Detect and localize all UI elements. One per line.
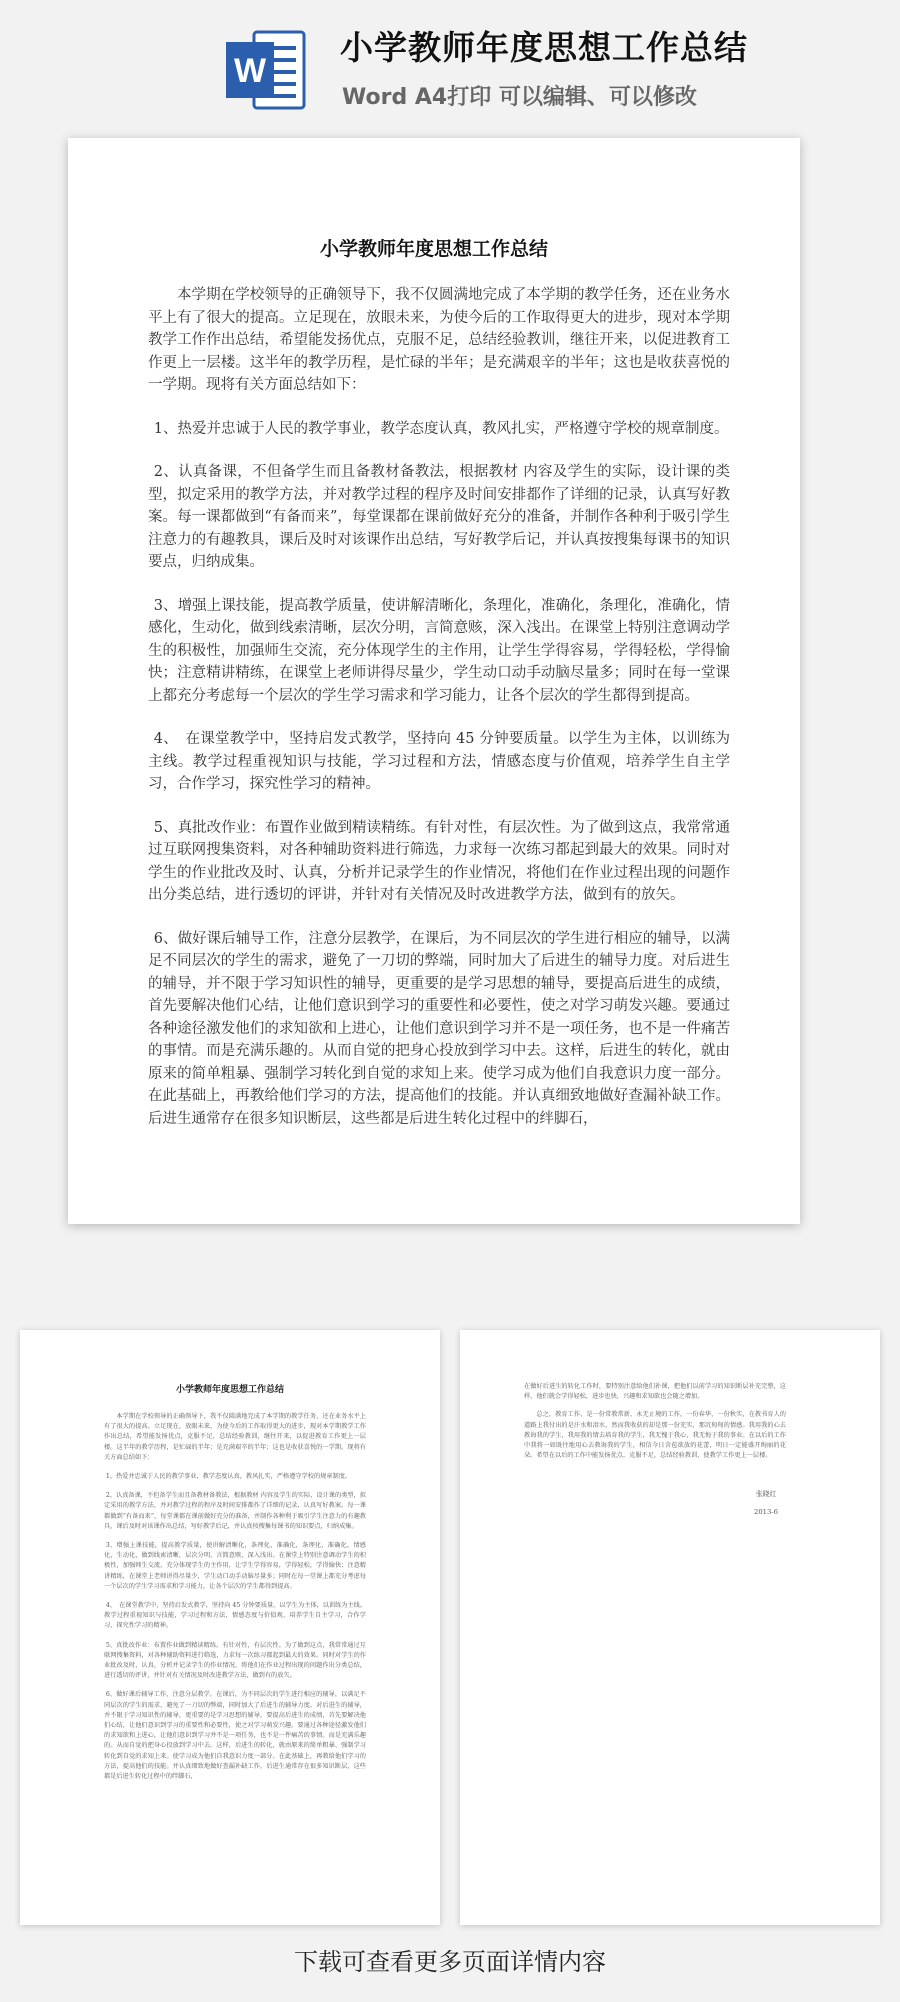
thumb-paragraph: 本学期在学校领导的正确领导下，我不仅圆满地完成了本学期的教学任务，还在业务水平上有了很大的提高。立足现在，放眼未来，为使今后的工作取得更大的进步，现对本学期教学工作作出总结，希望能发扬优点，克服不足，总结经验教训，继往开来，以促进教育工作更上一层楼。这半年的教学历程，是忙碌的半年；是充满艰辛的半年；这也是收获喜悦的一学期。现将有关方面总结如下： — [104, 1413, 366, 1461]
thumb-paragraph: 3、增强上课技能，提高教学质量，使讲解清晰化，条理化，准确化，条理化，准确化，情感化，生动化，做到线索清晰，层次分明，言简意赅，深入浅出。在课堂上特别注意调动学生的积极性，加强师生交流，充分体现学生的主作用，让学生学得容易，学得轻松，学得愉快；注意精讲精练，在课堂上老师讲得尽量少，学生动口动手动脑尽量多；同时在每一堂课上都充分考虑每一个层次的学生学习需求和学习能力，让各个层次的学生都得到提高。 — [104, 1542, 366, 1590]
document-title: 小学教师年度思想工作总结 — [319, 238, 548, 260]
thumb-paragraph: 5、真批改作业：布置作业做到精读精练。有针对性，有层次性。为了做到这点，我常常通过互联网搜集资料，对各种辅助资料进行筛选，力求每一次练习都起到最大的效果。同时对学生的作业批改及时、认真，分析并记录学生的作业情况，将他们在作业过程出现的问题作出分类总结，进行透切的评讲，并针对有关情况及时改进教学方法，做到有的放矢。 — [104, 1641, 366, 1680]
document-page-preview — [68, 138, 800, 1224]
thumb-paragraph: 在做好后进生的转化工作时，要特别注意给他们补课，把他们以前学习的知识断层补充完整，这样，他们就会学得轻松，进步也快，兴趣和求知欲也会随之增加。 — [524, 1383, 786, 1401]
paragraph-item-3: 3、增强上课技能，提高教学质量，使讲解清晰化，条理化，准确化，条理化，准确化，情感化，生动化，做到线索清晰，层次分明，言简意赅，深入浅出。在课堂上特别注意调动学生的积极性，加强师生交流，充分体现学生的主作用，让学生学得容易，学得轻松，学得愉快；注意精讲精练，在课堂上老师讲得尽量少，学生动口动手动脑尽量多；同时在每一堂课上都充分考虑每一个层次的学生学习需求和学习能力，让各个层次的学生都得到提高。 — [148, 597, 730, 704]
paragraph-item-6: 6、做好课后辅导工作，注意分层教学，在课后，为不同层次的学生进行相应的辅导，以满足不同层次的学生的需求，避免了一刀切的弊端，同时加大了后进生的辅导力度。对后进生的辅导，并不限于学习知识性的辅导，更重要的是学习思想的辅导，要提高后进生的成绩，首先要解决他们心结，让他们意识到学习的重要性和必要性，使之对学习萌发兴趣。要通过各种途径激发他们的求知欲和上进心，让他们意识到学习并不是一项任务，也不是一件痛苦的事情。而是充满乐趣的。从而自觉的把身心投放到学习中去。这样，后进生的转化，就由原来的简单粗暴、强制学习转化到自觉的求知上来。使学习成为他们自我意识力度一部分。在此基础上，再教给他们学习的方法，提高他们的技能。并认真细致地做好查漏补缺工作。后进生通常存在很多知识断层，这些都是后进生转化过程中的绊脚石， — [148, 930, 730, 1127]
thumb-paragraph: 2、认真备课，不但备学生而且备教材备教法，根据教材 内容及学生的实际，设计课的类型，拟定采用的教学方法，并对教学过程的程序及时间安排都作了详细的记录，认真写好教案。每一课都做到“有备而来”，每堂课都在课前做好充分的准备，并制作各种利于吸引学生注意力的有趣教具，课后及时对该课作出总结，写好教学后记，并认真按搜集每课书的知识要点，归纳成集。 — [104, 1492, 366, 1530]
signature-name: 张晓红 — [756, 1490, 777, 1498]
thumbnail-body — [524, 1382, 786, 1469]
thumb-paragraph: 1、热爱并忠诚于人民的教学事业，教学态度认真，教风扎实，严格遵守学校的规章制度。 — [105, 1473, 352, 1481]
page-thumbnail-1 — [20, 1330, 440, 1925]
svg-text:W: W — [233, 52, 267, 90]
download-more-link[interactable]: 下载可查看更多页面详情内容 — [294, 1948, 606, 1976]
paragraph-item-4: 4、 在课堂教学中，坚持启发式教学，坚持向 45 分钟要质量。以学生为主体，以训练为主线。教学过程重视知识与技能，学习过程和方法，情感态度与价值观，培养学生自主学习，合作学习，探究性学习的精神。 — [148, 731, 730, 792]
thumbnail-body — [104, 1412, 366, 1791]
paragraph-item-1: 1、热爱并忠诚于人民的教学事业，教学态度认真，教风扎实，严格遵守学校的规章制度。 — [153, 420, 729, 437]
thumb-paragraph: 6、做好课后辅导工作，注意分层教学，在课后，为不同层次的学生进行相应的辅导，以满足不同层次的学生的需求，避免了一刀切的弊端，同时加大了后进生的辅导力度。对后进生的辅导，并不限于学习知识性的辅导，更重要的是学习思想的辅导，要提高后进生的成绩，首先要解决他们心结，让他们意识到学习的重要性和必要性，使之对学习萌发兴趣。要通过各种途径激发他们的求知欲和上进心，让他们意识到学习并不是一项任务，也不是一件痛苦的事情。而是充满乐趣的。从而自觉的把身心投放到学习中去。这样，后进生的转化，就由原来的简单粗暴、强制学习转化到自觉的求知上来。使学习成为他们自我意识力度一部分。在此基础上，再教给他们学习的方法，提高他们的技能。并认真细致地做好查漏补缺工作。后进生通常存在很多知识断层，这些都是后进生转化过程中的绊脚石， — [104, 1691, 366, 1781]
word-doc-icon — [224, 28, 308, 112]
signature-date: 2013-6 — [754, 1508, 778, 1516]
paragraph-intro: 本学期在学校领导的正确领导下，我不仅圆满地完成了本学期的教学任务，还在业务水平上有了很大的提高。立足现在，放眼未来，为使今后的工作取得更大的进步，现对本学期教学工作作出总结，希望能发扬优点，克服不足，总结经验教训，继往开来，以促进教育工作更上一层楼。这半年的教学历程，是忙碌的半年；是充满艰辛的半年；这也是收获喜悦的一学期。现将有关方面总结如下： — [148, 287, 730, 393]
paragraph-item-2: 2、认真备课，不但备学生而且备教材备教法，根据教材 内容及学生的实际，设计课的类型，拟定采用的教学方法，并对教学过程的程序及时间安排都作了详细的记录，认真写好教案。每一课都做到“有备而来”，每堂课都在课前做好充分的准备，并制作各种利于吸引学生注意力的有趣教具，课后及时对该课作出总结，写好教学后记，并认真按搜集每课书的知识要点，归纳成集。 — [148, 464, 730, 570]
header-subtitle: Word A4打印 可以编辑、可以修改 — [342, 85, 697, 110]
header-title: 小学教师年度思想工作总结 — [340, 28, 748, 67]
page-thumbnail-2 — [460, 1330, 880, 1925]
thumb-paragraph: 4、 在课堂教学中，坚持启发式教学，坚持向 45 分钟要质量。以学生为主体，以训练为主线。教学过程重视知识与技能，学习过程和方法，情感态度与价值观，培养学生自主学习，合作学习，探究性学习的精神。 — [104, 1602, 367, 1630]
paragraph-item-5: 5、真批改作业：布置作业做到精读精练。有针对性，有层次性。为了做到这点，我常常通过互联网搜集资料，对各种辅助资料进行筛选，力求每一次练习都起到最大的效果。同时对学生的作业批改及时、认真，分析并记录学生的作业情况，将他们在作业过程出现的问题作出分类总结，进行透切的评讲，并针对有关情况及时改进教学方法，做到有的放矢。 — [148, 819, 730, 903]
thumb-paragraph: 总之，教育工作，是一份常教常新、永无止境的工作，一份春华，一份秋实，在教书育人的道路上我付出的是汗水和泪水，然而我收获的却是那一份充实，那沉甸甸的情感。我用我的心去教诲我的学生，我用我的情去培育我的学生，我无愧于我心，我无悔于我的事业。在以后的工作中我将一如既往地用心去教诲我的学生，相信今日含苞欲放的花蕾，明日一定能盛开绚丽的花朵。希望在以后的工作中能发扬优点，克服不足，总结经验教训，使教学工作更上一层楼。 — [524, 1411, 786, 1460]
thumbnail-title: 小学教师年度思想工作总结 — [175, 1385, 284, 1395]
header-banner — [0, 0, 900, 130]
document-body — [148, 284, 730, 1151]
